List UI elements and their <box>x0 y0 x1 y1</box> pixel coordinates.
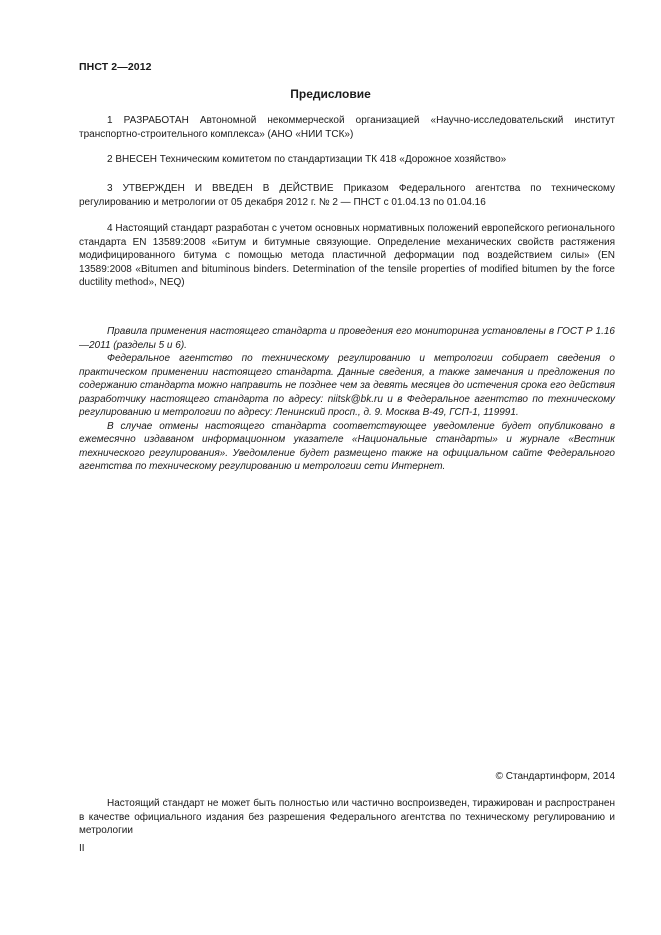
notice-paragraph-3: В случае отмены настоящего стандарта соответствующее уведомление будет опубликовано в ежемесячно издаваном информационном указателе «Национальные стандарты» и журнале «Вестник технического регулирования». Уведомление будет размещено также на официальном сайте Федерального агентства по техническому регулированию и метрологии сети Интернет. <box>79 420 615 472</box>
notice-paragraph-2: Федеральное агентство по техническому регулированию и метрологии собирает сведения о практическом применении настоящего стандарта. Данные сведения, а также замечания и предложения по содержанию стандарта можно направить не позднее чем за девять месяцев до истечения срока его действия разработчику настоящего стандарта по адресу: niitsk@bk.ru и в Федеральное агентство по техническому регулированию и метрологии по адресу: Ленинский просп., д. 9. Москва В-49, ГСП-1, 119991. <box>79 353 615 418</box>
reproduction-note: Настоящий стандарт не может быть полностью или частично воспроизведен, тиражирован и распространен в качестве официального издания без разрешения Федерального агентства по техническому регулированию и метрологии <box>79 798 615 836</box>
document-code: ПНСТ 2—2012 <box>79 61 152 73</box>
preface-item-1: 1 РАЗРАБОТАН Автономной некоммерческой организацией «Научно-исследовательский институт транспортно-строительного комплекса» (АНО «НИИ ТСК») <box>79 115 615 140</box>
notice-block <box>79 325 615 474</box>
page-number: II <box>79 843 85 854</box>
page-title: Предисловие <box>290 87 371 101</box>
notice-paragraph-1: Правила применения настоящего стандарта и проведения его мониторинга установлены в ГОСТ Р 1.16—2011 (разделы 5 и 6). <box>79 326 615 351</box>
preface-item-3: 3 УТВЕРЖДЕН И ВВЕДЕН В ДЕЙСТВИЕ Приказом Федерального агентства по техническому регулированию и метрологии от 05 декабря 2012 г. № 2 — ПНСТ с 01.04.13 по 01.04.16 <box>79 183 615 208</box>
preface-item-2: 2 ВНЕСЕН Техническим комитетом по стандартизации ТК 418 «Дорожное хозяйство» <box>107 154 507 165</box>
preface-item-4: 4 Настоящий стандарт разработан с учетом основных нормативных положений европейского регионального стандарта EN 13589:2008 «Битум и битумные связующие. Определение механических свойств растяжения модифицированного битума с помощью метода пластичной деформации под воздействием силы» (EN 13589:2008 «Bitumen and bituminous binders. Determination of the tensile properties of modified bitumen by the force ductility method», NEQ) <box>79 223 615 288</box>
copyright: © Стандартинформ, 2014 <box>495 771 615 782</box>
